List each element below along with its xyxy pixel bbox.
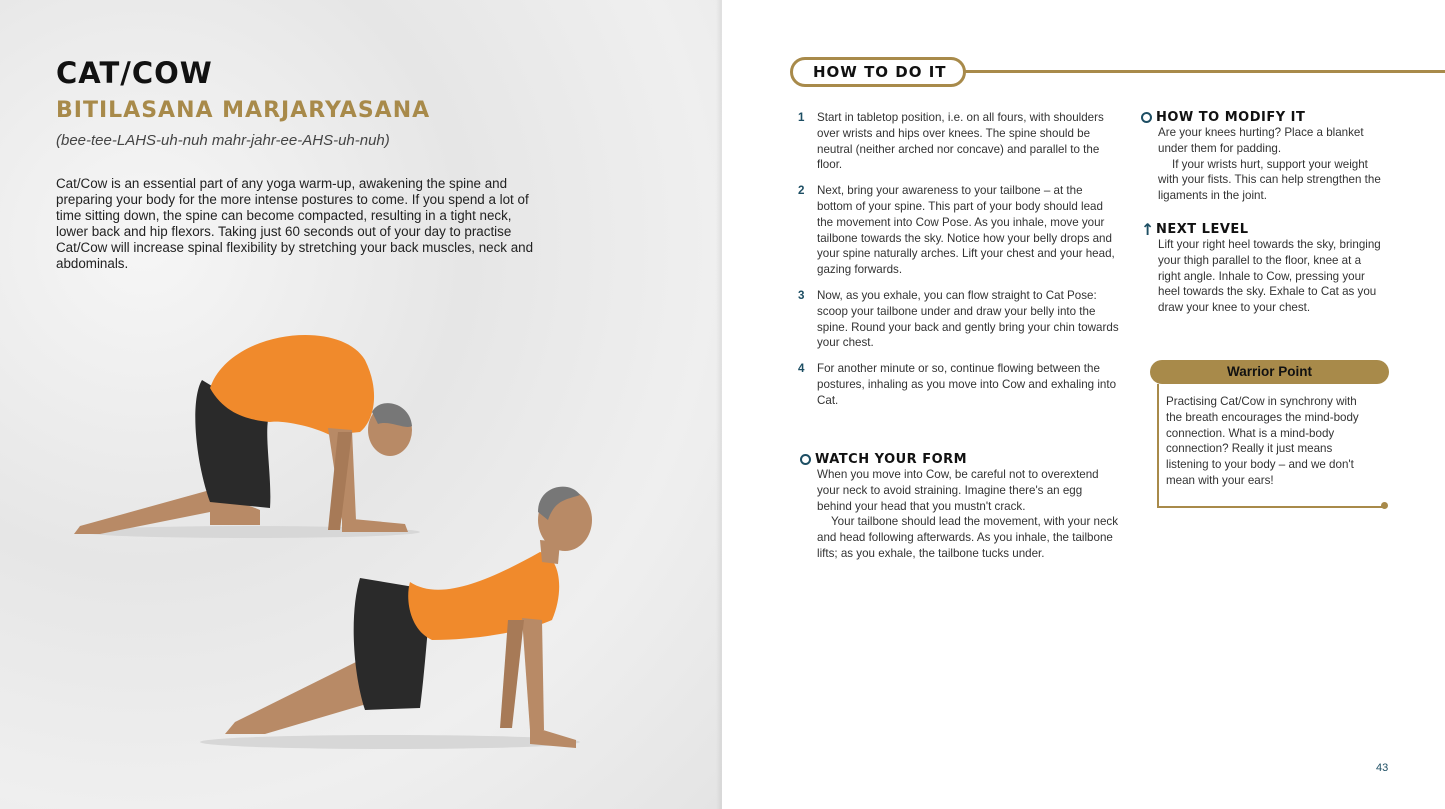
left-page — [0, 0, 722, 809]
pose-sanskrit-name: BITILASANA MARJARYASANA — [56, 98, 431, 123]
list-item — [798, 361, 1120, 408]
list-item — [798, 110, 1120, 173]
list-item — [798, 183, 1120, 278]
pronunciation: (bee-tee-LAHS-uh-nuh mahr-jahr-ee-AHS-uh-nuh) — [56, 132, 390, 149]
warrior-point-heading: Warrior Point — [1150, 360, 1389, 384]
cow-pose-figure — [225, 487, 592, 748]
warrior-point-dot — [1381, 502, 1388, 509]
cat-cow-illustration — [60, 320, 620, 760]
how-to-modify-section — [1141, 110, 1381, 204]
cat-pose-figure — [74, 335, 412, 534]
how-to-heading: HOW TO DO IT — [790, 57, 966, 87]
step-number: 1 — [798, 111, 805, 124]
modify-paragraph-1: Are your knees hurting? Place a blanket under them for padding. — [1158, 126, 1364, 155]
next-paragraph: Lift your right heel towards the sky, bringing your thigh parallel to the floor, knee at a right angle. Inhale to Cow, pressing your heel towards the sky. Exhale to Cat as you draw your knee to your chest. — [1158, 238, 1381, 315]
watch-your-form-section — [800, 452, 1118, 562]
warrior-point-text: Practising Cat/Cow in synchrony with the breath encourages the mind-body connection. What is a mind-body connection? Really it just means listening to your body – and we don't mean with your ears! — [1166, 395, 1359, 487]
steps-list — [798, 110, 1120, 419]
watch-paragraph-2: Your tailbone should lead the movement, with your neck and head following afterwards. As you inhale, the tailbone lifts; as you exhale, the tailbone tucks under. — [817, 515, 1119, 560]
floor-shadow-bottom — [200, 735, 580, 749]
list-item — [798, 288, 1120, 351]
modify-paragraph-2: If your wrists hurt, support your weight with your fists. This can help strengthen the ligaments in the joint. — [1158, 157, 1381, 203]
up-arrow-icon: ↑ — [1141, 219, 1155, 239]
step-number: 3 — [798, 288, 805, 302]
intro-paragraph: Cat/Cow is an essential part of any yoga warm-up, awakening the spine and preparing your body for the more intense postures to come. If you spend a lot of time sitting down, the spine can become compacted, resulting in a tight neck, lower back and hip flexors. Taking just 60 seconds out of your day to practise Cat/Cow will increase spinal flexibility by stretching your back muscles, neck and abdominals. — [56, 176, 534, 271]
next-level-section — [1141, 219, 1381, 316]
how-to-divider-line — [964, 70, 1445, 73]
watch-paragraph-1: When you move into Cow, be careful not to overextend your neck to avoid straining. Imagine there's an egg behind your head that you mustn't crack. — [817, 468, 1099, 513]
modify-heading: HOW TO MODIFY IT — [1156, 110, 1306, 125]
step-text: Now, as you exhale, you can flow straight to Cat Pose: scoop your tailbone under and draw your belly into the spine. Round your back and gently bring your chin towards your chest. — [817, 288, 1119, 350]
watch-heading: WATCH YOUR FORM — [815, 452, 968, 467]
next-heading: NEXT LEVEL — [1156, 222, 1249, 237]
pose-title: CAT/COW — [56, 56, 213, 90]
step-text: Start in tabletop position, i.e. on all fours, with shoulders over wrists and hips over knees. The spine should be neutral (neither arched nor concave) and parallel to the floor. — [817, 111, 1104, 172]
circle-bullet-icon — [800, 454, 811, 465]
step-text: For another minute or so, continue flowing between the postures, inhaling as you move into Cow and exhaling into Cat. — [817, 362, 1117, 407]
step-text: Next, bring your awareness to your tailbone – at the bottom of your spine. This part of your body should lead the movement into Cow Pose. As you inhale, move your tailbone towards the sky. Notice how your belly drops and your spine naturally arches. Lift your chest and your head, gazing forwards. — [817, 184, 1115, 277]
circle-bullet-icon — [1141, 112, 1152, 123]
step-number: 4 — [798, 362, 805, 376]
page-number: 43 — [1376, 762, 1389, 774]
step-number: 2 — [798, 184, 805, 198]
